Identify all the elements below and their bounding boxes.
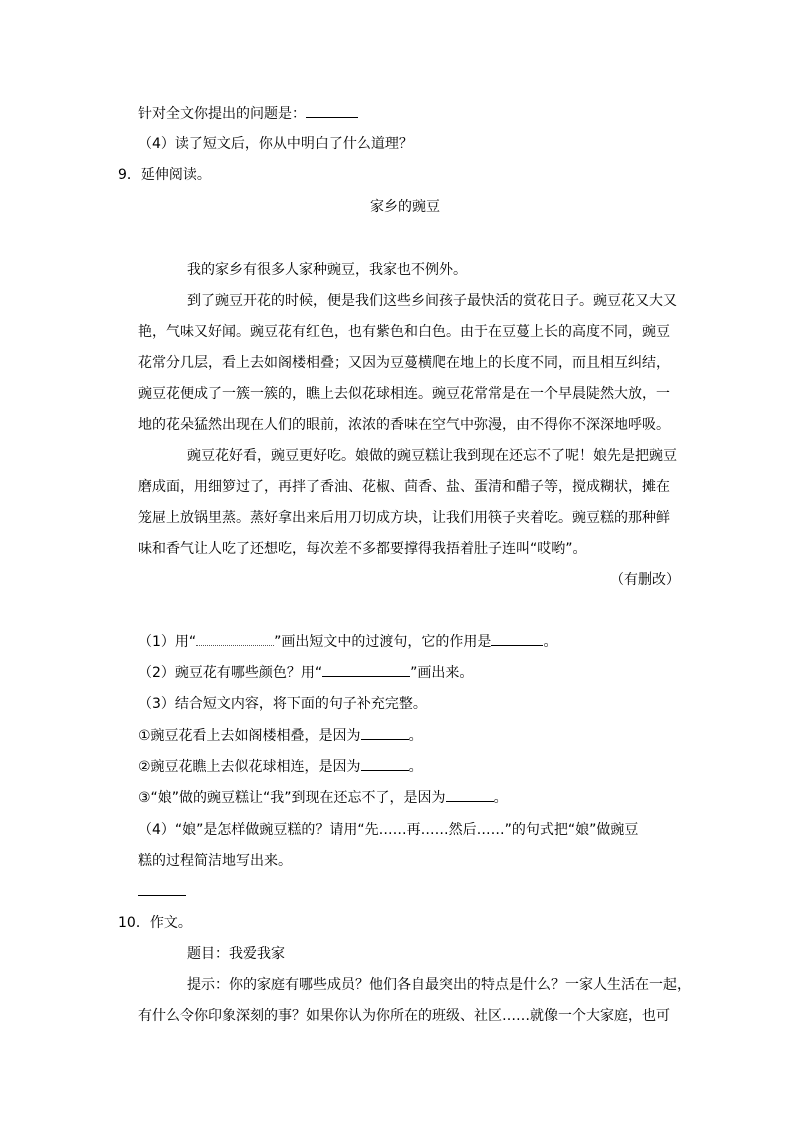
sub-question-2: [138, 663, 473, 683]
passage-paragraph-2-line: 地的花朵猛然出现在人们的眼前，浓浓的香味在空气中弥漫，由不得你不深深地呼吸。: [138, 417, 670, 433]
question-text: 针对全文你提出的问题是：: [138, 106, 306, 122]
sub-question-3-3: [138, 788, 508, 808]
answer-blank[interactable]: [361, 758, 409, 771]
sub-question-3-1: [138, 726, 423, 746]
answer-blank[interactable]: [446, 789, 494, 802]
essay-hint-line: 提示：你的家庭有哪些成员？他们各自最突出的特点是什么？一家人生活在一起，: [187, 977, 691, 993]
passage-paragraph-2-line: 豌豆花便成了一簇一簇的，瞧上去似花球相连。豌豆花常常是在一个早晨陡然大放，一: [138, 386, 670, 402]
essay-topic: 题目：我爱我家: [187, 946, 285, 962]
passage-paragraph-2-line: 花常分几层，看上去如阁楼相叠；又因为豆蔓横爬在地上的长度不同，而且相互纠结，: [138, 355, 670, 371]
answer-blank[interactable]: [361, 727, 409, 740]
wavy-underline-sample: [196, 633, 274, 646]
passage-paragraph-2-line: 到了豌豆开花的时候，便是我们这些乡间孩子最快活的赏花日子。豌豆花又大又: [187, 293, 677, 309]
sub-question-4-answer: [138, 882, 186, 902]
sub-question-3-3-end: 。: [493, 790, 508, 806]
sub-question-3: （3）结合短文内容，将下面的句子补充完整。: [138, 696, 427, 712]
question-10-heading: 10．作文。: [118, 915, 192, 931]
sub-question-4-line: 糕的过程简洁地写出来。: [138, 853, 292, 869]
sub-question-3-3-text: ③“娘”做的豌豆糕让“我”到现在还忘不了，是因为: [138, 790, 446, 806]
passage-title: 家乡的豌豆: [370, 199, 440, 215]
essay-hint-line: 有什么令你印象深刻的事？如果你认为你所在的班级、社区……就像一个大家庭，也可: [138, 1008, 670, 1024]
passage-paragraph-3-line: 味和香气让人吃了还想吃，每次差不多都要撑得我捂着肚子连叫“哎哟”。: [138, 541, 587, 557]
straight-underline-sample: [322, 664, 410, 677]
sub-question-3-2: [138, 757, 423, 777]
question-9-heading: 9．延伸阅读。: [118, 167, 211, 183]
sub-question-3-1-end: 。: [408, 728, 423, 744]
sub-question-4-line: （4）“娘”是怎样做豌豆糕的？请用“先……再……然后……”的句式把“娘”做豌豆: [138, 822, 639, 838]
sub-question-3-2-end: 。: [408, 759, 423, 775]
question-line: [138, 104, 358, 124]
sub-question-1-middle: ”画出短文中的过渡句，它的作用是: [274, 634, 492, 650]
sub-question-1-end: 。: [543, 634, 558, 650]
passage-paragraph-2-line: 艳，气味又好闻。豌豆花有红色，也有紫色和白色。由于在豆蔓上长的高度不同，豌豆: [138, 324, 670, 340]
question-item-4: （4）读了短文后，你从中明白了什么道理？: [138, 136, 413, 152]
passage-paragraph-3-line: 磨成面，用细箩过了，再拌了香油、花椒、茴香、盐、蛋清和醋子等，搅成糊状，摊在: [138, 479, 670, 495]
sub-question-3-1-text: ①豌豆花看上去如阁楼相叠，是因为: [138, 728, 361, 744]
passage-paragraph-3-line: 笼屉上放锅里蒸。蒸好拿出来后用刀切成方块，让我们用筷子夹着吃。豌豆糕的那种鲜: [138, 510, 670, 526]
answer-blank[interactable]: [138, 883, 186, 896]
sub-question-3-2-text: ②豌豆花瞧上去似花球相连，是因为: [138, 759, 361, 775]
sub-question-2-prefix: （2）豌豆花有哪些颜色？用“: [138, 665, 323, 681]
passage-paragraph-3-line: 豌豆花好看，豌豆更好吃。娘做的豌豆糕让我到现在还忘不了呢！娘先是把豌豆: [187, 448, 677, 464]
sub-question-1: [138, 632, 557, 652]
passage-paragraph-1: 我的家乡有很多人家种豌豆，我家也不例外。: [187, 262, 467, 278]
answer-blank[interactable]: [306, 105, 358, 118]
sub-question-1-prefix: （1）用“: [138, 634, 197, 650]
answer-blank[interactable]: [491, 633, 543, 646]
source-note: （有删改）: [610, 572, 680, 588]
sub-question-2-suffix: ”画出来。: [410, 665, 474, 681]
